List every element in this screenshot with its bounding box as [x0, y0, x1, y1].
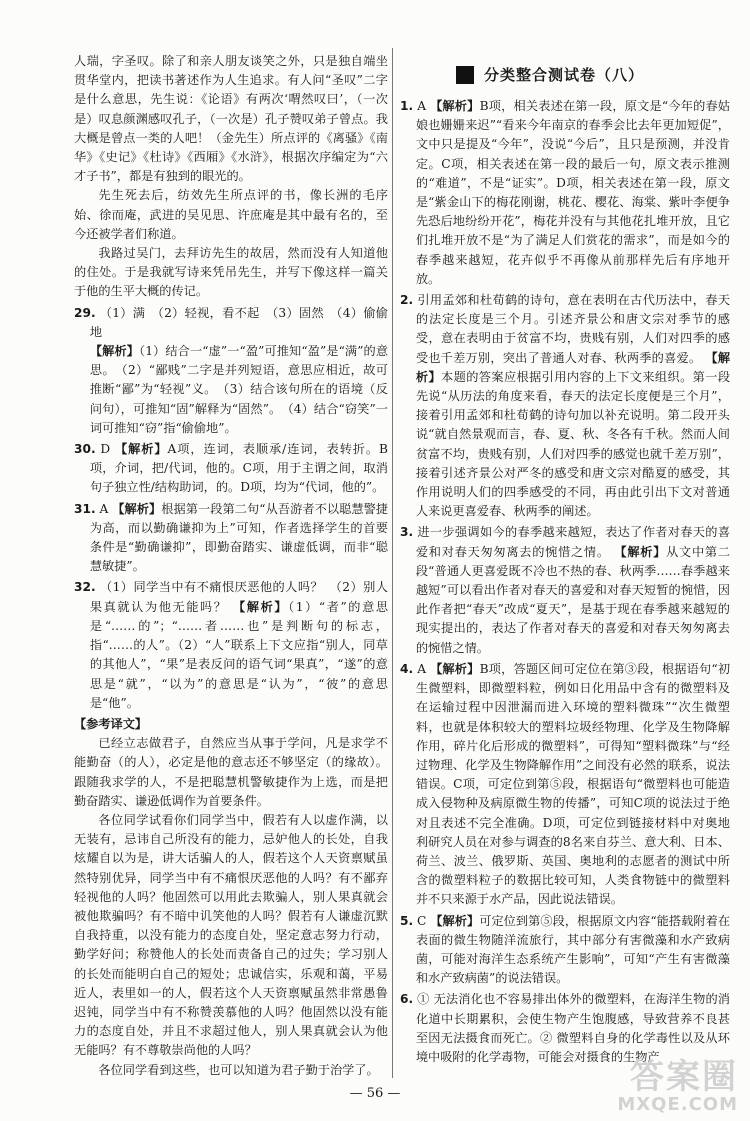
analysis-tag: 【解析】	[614, 544, 667, 559]
answer-1	[400, 97, 730, 289]
analysis-text: 可定位到第⑤段，根据原文内容“能搭载附着在表面的微生物随洋流旅行，其中部分有害微藻和水产致病菌，可能对海洋生态系统产生影响”，可知“产生有害微藻和水产致病菌”的说法错误。	[415, 913, 731, 986]
watermark-url: MXQE.COM	[617, 1094, 738, 1115]
right-column	[400, 52, 730, 1067]
question-number: 5.	[400, 913, 414, 928]
answer-4	[400, 660, 730, 910]
question-number: 4.	[400, 661, 414, 676]
answer-2	[400, 291, 730, 521]
answer-text: A	[417, 99, 426, 113]
analysis-tag: 【解析】	[430, 913, 480, 928]
answer-text: A	[99, 501, 109, 516]
question-number: 31.	[74, 501, 96, 516]
analysis-tag: 【解析】	[430, 99, 480, 113]
analysis-tag: 【解析】	[89, 344, 140, 359]
analysis-text: A项，连词，表顺承/连词，表转折。B项，介词，把/代词，他的。C项，用于主谓之间，取消句子独立性/结构助词，的。D项，均为“代词，他的”。	[89, 442, 389, 495]
answer-32	[74, 578, 388, 712]
page-number: — 56 —	[349, 1086, 401, 1101]
answer-31	[74, 500, 388, 577]
question-number: 29.	[74, 305, 96, 320]
answer-text: ① 无法消化也不容易排出体外的微塑料，在海洋生物的消化道中长期累积，会使生物产生饱腹感，导致营养不良甚至因无法摄食而死亡。② 微塑料自身的化学毒性以及从环境中吸附的化学毒物，可能会对摄食的生物产	[415, 992, 730, 1064]
question-number: 1.	[400, 99, 414, 113]
analysis-text: B项，相关表述在第一段，原文是“今年的春姑娘也姗姗来迟”“看来今年南京的春季会比去年更加短促”，文中只是提及“今年”，没说“今后”，且只是预测，并没肯定。C项，相关表述在第一段的最后一句，原文表示推测的“难道”，不是“证实”。D项，相关表述在第一段，原文是“紫金山下的梅花刚谢，桃花、樱花、海棠、紫叶李便争先恐后地纷纷开花”，梅花并没有与其他花扎堆开放，且它们扎堆开放不是“为了满足人们赏花的需求”，而是如今的春季越来越短，花卉似乎不再像从前那样先后有序地开放。	[415, 99, 731, 286]
watermark	[617, 1057, 738, 1115]
analysis-text: B项，答题区间可定位在第③段，根据语句“初生微塑料，即微塑料粒，例如日化用品中含有的微塑料及在运输过程中因泄漏而进入环境的塑料微珠”“次生微塑料，也就是体积较大的塑料垃圾经物理、化学及生物降解作用，碎片化后形成的微塑料”，可得知“塑料微珠”与“经过物理、化学及生物降解作用”之间没有必然的联系，说法错误。C项，可定位到第⑤段，根据语句“微塑料也可能造成入侵物种及病原微生物的传播”，可知C项的说法过于绝对且表述不完全准确。D项，可定位到链接材料中对奥地利研究人员在对参与调查的8名来自芬兰、意大利、日本、荷兰、波兰、俄罗斯、英国、奥地利的志愿者的测试中所含的微塑料粒子的数据比较可知，人类食物链中的微塑料并不只来源于水产品，因此说法错误。	[415, 661, 731, 907]
translation-paragraph: 我路过吴门，去拜访先生的故居，然而没有人知道他的住处。于是我就写诗来凭吊先生，并写下像这样一篇关于他的生平大概的传记。	[74, 246, 388, 299]
analysis-text: 从文中第二段“普通人更喜爱既不冷也不热的春、秋两季……春季越来越短”可以看出作者对春天的喜爱和对春天短暂的惋惜，因此作者把“春天”改成“夏天”，是基于现在春季越来越短的现实提出的，表达了作者对春天的喜爱和对春天匆匆离去的惋惜之情。	[415, 544, 731, 655]
reference-translation-paragraph: 已经立志做君子，自然应当从事于学问，凡是求学不能勤奋（的人），必定是他的意志还不够坚定（的缘故）。跟随我求学的人，不是把聪慧机警敏捷作为上选，而是把勤奋踏实、谦逊低调作为首要条件。	[74, 736, 388, 808]
answer-text: A	[417, 661, 426, 676]
analysis-tag: 【解析】	[115, 442, 168, 457]
answer-6	[400, 990, 730, 1067]
square-icon	[456, 66, 474, 84]
analysis-tag: 【解析】	[415, 350, 731, 384]
analysis-text: （1）“者”的意思是“……的”；“……者……也”是判断句的标志，指“……的人”。（2）“人”联系上下文应指“别人，同草的其他人”，“果”是表反问的语气词“果真”，“遂”的意思是“就”，“以为”的意思是“认为”，“彼”的意思是“他”。	[89, 599, 389, 710]
answer-29	[74, 304, 388, 438]
answer-5	[400, 912, 730, 989]
answer-text: 引用孟郊和杜荀鹤的诗句，意在表明在古代历法中，春天的法定长度是三个月。引述齐景公和唐文宗对季节的感受，意在表明由于贫富不均，贵贱有别，人们对四季的感受也千差万别，突出了普通人对春、秋两季的喜爱。	[415, 293, 731, 365]
question-number: 6.	[400, 992, 414, 1007]
section-title: 分类整合测试卷（八）	[484, 66, 645, 84]
analysis-tag: 【解析】	[430, 661, 480, 676]
section-header	[456, 64, 730, 85]
question-number: 30.	[74, 442, 96, 457]
watermark-logo-text: 答案圈	[630, 1057, 738, 1097]
question-number: 32.	[74, 580, 96, 595]
translation-paragraph: 先生死去后，纺效先生所点评的书，像长洲的毛序始、徐而庵，武进的吴见思、许庶庵是其中最有名的，至今还被学者们称道。	[74, 188, 388, 241]
analysis-text: （1）结合一“虚”一“盈”可推知“盈”是“满”的意思。 （2）“鄙贱”二字是并列短语，意思应相近，故可推断“鄙”为“轻视”义。 （3）结合该句所在的语境（反问句），可推知“固”解释为“固然”。 （4）结合“窃笑”一词可推知“窃”指“偷偷地”。	[89, 344, 389, 435]
analysis-text: 本题的答案应根据引用内容的上下文来组织。第一段先说“从历法的角度来看，春天的法定长度便是三个月”，接着引用孟郊和杜荀鹤的诗句加以补充说明。第二段开头说“就自然景观而言，春、夏、秋、冬各有千秋。然而人间贫富不均，贵贱有别，人们对四季的感觉也就千差万别”，接着引述齐景公对严冬的感受和唐文宗对酷夏的感受，其作用说明人们的四季感受的不同，再由此引出下文对普通人来说更喜爱春、秋两季的阐述。	[415, 369, 731, 519]
answer-3	[400, 523, 730, 657]
column-divider	[392, 48, 393, 1078]
reference-translation-paragraph: 各位同学试看你们同学当中，假若有人以虚作满，以无装有，忌讳自己所没有的能力，忌妒他人的长处，自我炫耀自以为是，讲大话骗人的人，假若这个人天资禀赋虽然特别优异，同学当中有不痛恨厌恶他的人吗？有不鄙弃轻视他的人吗？他固然可以用此去欺骗人，别人果真就会被他欺骗吗？有不暗中讥笑他的人吗？假若有人谦虚沉默自我持重，以没有能力的态度自处，坚定意志努力行动，勤学好问；称赞他人的长处而责备自己的过失；学习别人的长处而能明白自己的短处；忠诚信实，乐观和蔼，平易近人，表里如一的人，假若这个人天资禀赋虽然非常愚鲁迟钝，同学当中有不称赞羡慕他的人吗？他固然以没有能力的态度自处，并且不求超过他人，别人果真就会认为他无能吗？有不尊敬崇尚他的人吗？	[74, 812, 388, 1058]
translation-paragraph: 人瑞，字圣叹。除了和亲人朋友谈笑之外，只是独自端坐贯华堂内，把读书著述作为人生追求。有人问“圣叹”二字是什么意思，先生说：《论语》有两次‘喟然叹曰’，（一次是）叹息颜渊感叹孔子，（一次是）孔子赞叹弟子曾点。我大概是曾点一类的人吧！（金先生）所点评的《离骚》《南华》《史记》《杜诗》《西厢》《水浒》，根据次序编定为“六才子书”，都是有独到的眼光的。	[74, 54, 388, 184]
reference-translation-paragraph: 各位同学看到这些，也可以知道为君子勤于治学了。	[98, 1062, 379, 1077]
analysis-tag: 【解析】	[112, 501, 162, 516]
answer-30	[74, 440, 388, 498]
analysis-text: 根据第一段第二句“从吾游者不以聪慧警捷为高，而以勤确谦抑为上”可知，作者选择学生的首要条件是“勤确谦抑”，即勤奋踏实、谦虚低调，而非“聪慧敏捷”。	[89, 501, 388, 574]
answer-text: 进一步强调如今的春季越来越短，表达了作者对春天的喜爱和对春天匆匆离去的惋惜之情。	[415, 525, 731, 559]
answer-text: （1）同学当中有不痛恨厌恶他的人吗？ （2）别人果真就认为他无能吗？	[89, 580, 388, 614]
reference-translation-title: 【参考译文】	[74, 716, 148, 731]
answer-text: （1）满 （2）轻视，看不起 （3）固然 （4）偷偷地	[89, 305, 388, 339]
answer-text: D	[100, 442, 111, 457]
analysis-tag: 【解析】	[233, 599, 289, 614]
answer-text: C	[417, 913, 427, 928]
question-number: 2.	[400, 293, 414, 308]
question-number: 3.	[400, 525, 414, 540]
left-column	[74, 52, 388, 1080]
